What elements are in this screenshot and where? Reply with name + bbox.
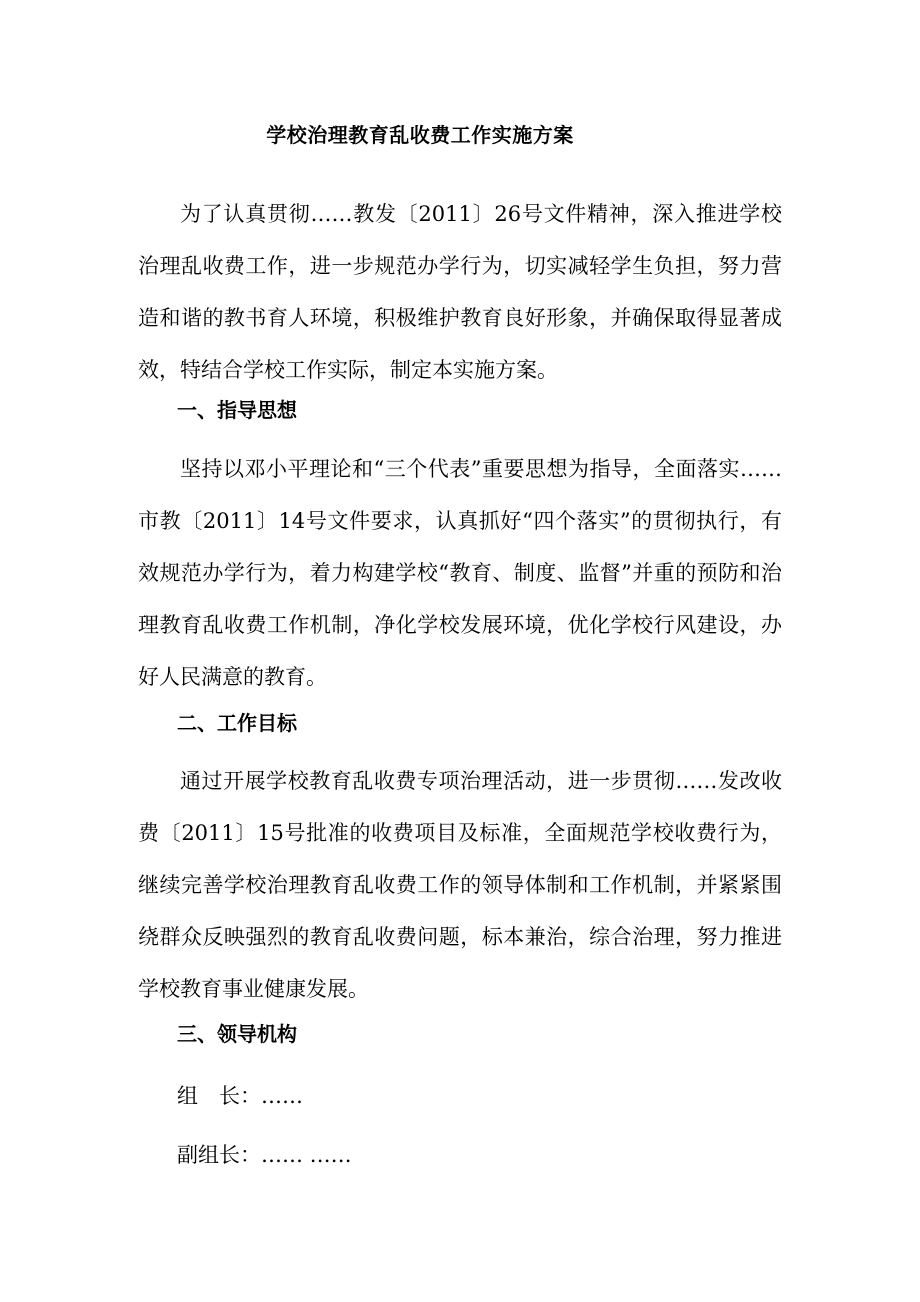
leader-line: 组 长：…… [177,1084,303,1108]
section-body-work-goals: 通过开展学校教育乱收费专项治理活动，进一步贯彻……发改收费〔2011〕15号批准的收费项目及标准，全面规范学校收费行为，继续完善学校治理教育乱收费工作的领导体制和工作机制，并紧紧围绕群众反映强烈的教育乱收费问题，标本兼治，综合治理，努力推进学校教育事业健康发展。 [138,769,782,1001]
deputy-leader-line: 副组长：…… …… [177,1143,352,1167]
section-heading-work-goals: 二、工作目标 [177,711,297,735]
document-title: 学校治理教育乱收费工作实施方案 [266,123,574,147]
section-body-guiding-ideology: 坚持以邓小平理论和“三个代表”重要思想为指导，全面落实……市教〔2011〕14号文件要求，认真抓好“四个落实”的贯彻执行，有效规范办学行为，着力构建学校“教育、制度、监督”并重的预防和治理教育乱收费工作机制，净化学校发展环境，优化学校行风建设，办好人民满意的教育。 [138,457,782,689]
intro-paragraph: 为了认真贯彻……教发〔2011〕26号文件精神，深入推进学校治理乱收费工作，进一步规范办学行为，切实减轻学生负担，努力营造和谐的教书育人环境，积极维护教育良好形象，并确保取得显著成效，特结合学校工作实际，制定本实施方案。 [138,202,782,382]
section-heading-guiding-ideology: 一、指导思想 [177,398,297,422]
section-heading-leadership: 三、领导机构 [177,1022,297,1046]
